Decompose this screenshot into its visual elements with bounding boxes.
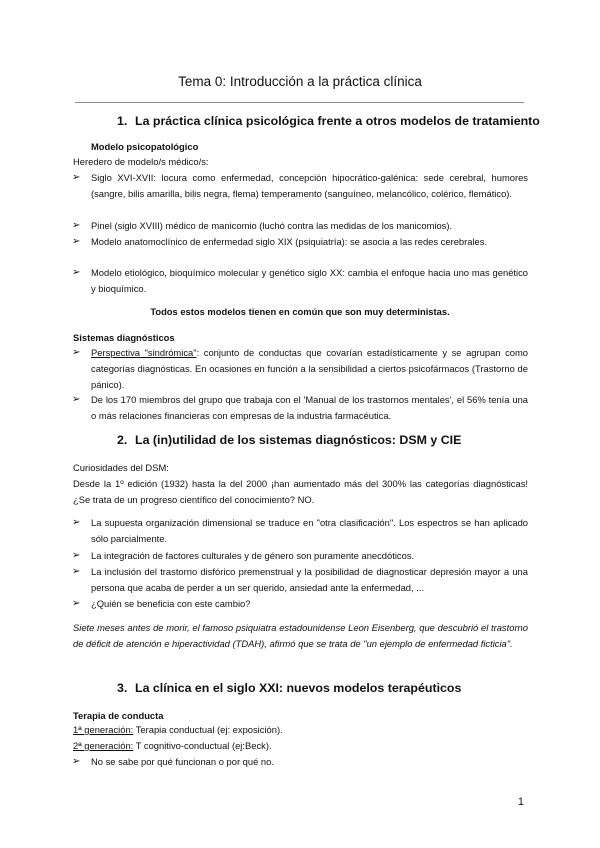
list-item (72, 170, 528, 202)
list-item (72, 596, 528, 612)
bullet-text: : conjunto de conductas que covarían estadísticamente y se agrupan como categorías diagnósticas. En ocasiones en función a la sensibilidad a ciertos psicofármacos (Trastorno de pánico). (91, 347, 528, 390)
bullet-text: La supuesta organización dimensional se traduce en "otra clasificación". Los espectros se han aplicado sólo parcialmente. (91, 517, 528, 544)
perspectiva-sindromica-term: Perspectiva "sindrómica" (91, 347, 197, 358)
list-item (72, 548, 528, 564)
list-item (72, 218, 528, 234)
list-item (72, 265, 528, 297)
list-item (72, 392, 528, 424)
bullet-text: La inclusión del trastorno disfórico premenstrual y la posibilidad de diagnosticar depresión mayor a una persona que acaba de perder a un ser querido, ansiedad ante la enfermedad, ... (91, 566, 528, 593)
list-item (72, 345, 528, 393)
generation-2-label: 2ª generación: (73, 740, 134, 751)
section-3-number: 3. (117, 681, 128, 695)
bullet-arrow-icon: ➢ (72, 236, 81, 247)
bullet-text: Modelo etiológico, bioquímico molecular y genético siglo XX: cambia el enfoque hacia uno mas genético y bioquímico. (91, 267, 528, 294)
bullet-arrow-icon: ➢ (72, 756, 81, 767)
generation-1-label: 1ª generación: (73, 724, 134, 735)
section-3-heading (117, 681, 461, 695)
subheading-terapia: Terapia de conducta (73, 710, 164, 721)
bullet-text: Modelo anatomoclínico de enfermedad siglo XIX (psiquiatría): se asocia a las redes cerebrales. (91, 236, 488, 247)
bullet-text: ¿Quién se beneficia con este cambio? (91, 598, 251, 609)
bullet-text: Siglo XVI-XVII: locura como enfermedad, concepción hipocrático-galénica: sede cerebral, humores (sangre, bilis amarilla, bilis negra, flema) temperamento (sanguíneo, melancólico, colérico, flemático). (91, 172, 528, 199)
section-3-title: La clínica en el siglo XXI: nuevos modelos terapéuticos (135, 681, 462, 695)
section-1-title: La práctica clínica psicológica frente a otros modelos de tratamiento (135, 114, 540, 128)
bullet-arrow-icon: ➢ (72, 566, 81, 577)
title-divider (75, 102, 524, 103)
generation-2 (73, 738, 272, 754)
generation-1 (73, 722, 283, 738)
bullet-arrow-icon: ➢ (72, 172, 81, 183)
section-1-number: 1. (117, 114, 128, 128)
list-item (72, 564, 528, 596)
bullet-text: La integración de factores culturales y de género son puramente anecdóticos. (91, 550, 415, 561)
bullet-arrow-icon: ➢ (72, 394, 81, 405)
bullet-text: De los 170 miembros del grupo que trabaja con el 'Manual de los trastornos mentales', el 56% tenía una o más relaciones financieras con empresas de la industria farmacéutica. (91, 394, 528, 421)
intro-heredero: Heredero de modelo/s médico/s: (73, 156, 209, 167)
subheading-modelo: Modelo psicopatológico (91, 141, 199, 152)
section-2-number: 2. (117, 433, 128, 447)
conclusion-statement: Todos estos modelos tienen en común que son muy deterministas. (150, 306, 450, 317)
bullet-arrow-icon: ➢ (72, 347, 81, 358)
generation-2-text: T cognitivo-conductual (ej:Beck). (133, 740, 272, 751)
bullet-arrow-icon: ➢ (72, 517, 81, 528)
list-item (72, 515, 528, 547)
dsm-paragraph: Desde la 1º edición (1932) hasta la del 2000 ¡han aumentado más del 300% las categorías diagnósticas! ¿Se trata de un progreso científico del conocimiento? NO. (73, 478, 528, 505)
page-number: 1 (517, 796, 524, 808)
subheading-sistemas: Sistemas diagnósticos (73, 332, 175, 343)
bullet-text: No se sabe por qué funcionan o por qué no. (91, 756, 274, 767)
generation-1-text: Terapia conductual (ej: exposición). (133, 724, 283, 735)
bullet-arrow-icon: ➢ (72, 550, 81, 561)
intro-curiosidades: Curiosidades del DSM: (73, 462, 169, 473)
section-1-heading (117, 114, 540, 128)
list-item (72, 234, 528, 250)
eisenberg-quote: Siete meses antes de morir, el famoso psiquiatra estadounidense Leon Eisenberg, que descubrió el trastorno de déficit de atención e hiperactividad (TDAH), afirmó que se trata de "un ejemplo de enfermedad ficticia". (73, 622, 528, 649)
bullet-text: Pinel (siglo XVIII) médico de manicomio (luchó contra las medidas de los manicomios). (91, 220, 453, 231)
page-title: Tema 0: Introducción a la práctica clínica (178, 74, 422, 89)
bullet-arrow-icon: ➢ (72, 220, 81, 231)
bullet-arrow-icon: ➢ (72, 598, 81, 609)
bullet-arrow-icon: ➢ (72, 267, 81, 278)
list-item (72, 754, 528, 770)
section-2-title: La (in)utilidad de los sistemas diagnósticos: DSM y CIE (135, 433, 462, 447)
section-2-heading (117, 433, 461, 447)
